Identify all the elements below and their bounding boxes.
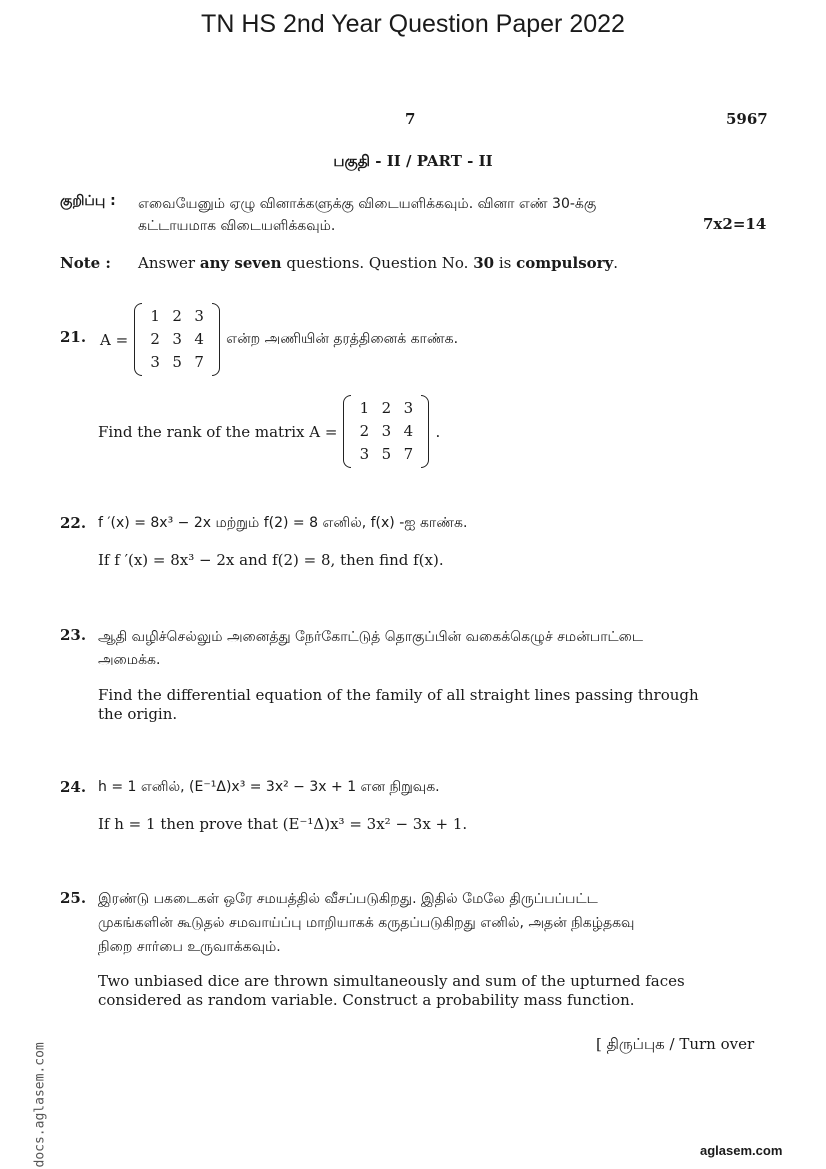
matrix-cell: 2 bbox=[359, 422, 370, 440]
note-text: Answer any seven questions. Question No. 30 is compulsory. bbox=[138, 254, 619, 272]
matrix-cell: 1 bbox=[359, 399, 370, 417]
paper-code: 5967 bbox=[726, 110, 768, 128]
matrix-cell: 7 bbox=[194, 353, 204, 371]
matrix-cell: 3 bbox=[381, 422, 392, 440]
question-23-tamil-line2: அமைக்க. bbox=[98, 652, 161, 668]
footer-site: aglasem.com bbox=[700, 1143, 783, 1158]
question-23-english-line1: Find the differential equation of the family of all straight lines passing through bbox=[98, 686, 699, 704]
question-23-english bbox=[98, 686, 728, 724]
matrix-cell: 5 bbox=[381, 445, 392, 463]
question-22-english: If f ′(x) = 8x³ − 2x and f(2) = 8, then find f(x). bbox=[98, 551, 444, 569]
matrix-cell: 2 bbox=[381, 399, 392, 417]
turn-over-note: [ திருப்புக / Turn over bbox=[596, 1035, 755, 1053]
matrix-a-english bbox=[343, 395, 429, 468]
matrix-a bbox=[134, 303, 220, 376]
matrix-label: A = bbox=[100, 330, 129, 349]
question-22-tamil: f ′(x) = 8x³ − 2x மற்றும் f(2) = 8 எனில், f(x) -ஐ காண்க. bbox=[98, 515, 468, 531]
question-25-tamil bbox=[98, 887, 738, 959]
question-23-number: 23. bbox=[60, 626, 87, 644]
matrix-cell: 3 bbox=[172, 330, 182, 348]
matrix-cell: 3 bbox=[194, 307, 204, 325]
question-25-tamil-line2: முகங்களின் கூடுதல் சமவாய்ப்பு மாறியாகக் கருதப்படுகிறது எனில், அதன் நிகழ்தகவு bbox=[98, 915, 635, 931]
question-24-tamil: h = 1 எனில், (E⁻¹Δ)x³ = 3x² − 3x + 1 என நிறுவுக. bbox=[98, 779, 440, 795]
watermark: docs.aglasem.com bbox=[32, 1042, 48, 1168]
matrix-cell: 2 bbox=[172, 307, 182, 325]
page-header-title: TN HS 2nd Year Question Paper 2022 bbox=[201, 10, 625, 38]
question-21-english bbox=[98, 395, 440, 468]
question-22-number: 22. bbox=[60, 514, 87, 532]
instruction-marks: 7x2=14 bbox=[703, 215, 767, 233]
matrix-cell: 3 bbox=[150, 353, 160, 371]
matrix-cell: 2 bbox=[150, 330, 160, 348]
question-24-english: If h = 1 then prove that (E⁻¹Δ)x³ = 3x² − 3x + 1. bbox=[98, 815, 468, 833]
matrix-cell: 4 bbox=[403, 422, 414, 440]
matrix-cell: 7 bbox=[403, 445, 414, 463]
matrix-cell: 3 bbox=[359, 445, 370, 463]
question-25-number: 25. bbox=[60, 889, 87, 907]
matrix-cell: 3 bbox=[403, 399, 414, 417]
page-number: 7 bbox=[405, 110, 416, 128]
question-25-tamil-line3: நிறை சார்பை உருவாக்கவும். bbox=[98, 939, 281, 955]
matrix-cell: 4 bbox=[194, 330, 204, 348]
question-25-tamil-line1: இரண்டு பகடைகள் ஒரே சமயத்தில் வீசப்படுகிறது. இதில் மேலே திருப்பப்பட்ட bbox=[98, 891, 598, 907]
question-23-tamil-line1: ஆதி வழிச்செல்லும் அனைத்து நேர்கோட்டுத் தொகுப்பின் வகைக்கெழுச் சமன்பாட்டை bbox=[98, 629, 644, 645]
question-25-english bbox=[98, 972, 728, 1010]
question-25-english-line2: considered as random variable. Construct a probability mass function. bbox=[98, 991, 635, 1009]
instruction-tamil-label: குறிப்பு : bbox=[60, 193, 116, 209]
instruction-tamil-line1: எவையேனும் ஏழு வினாக்களுக்கு விடையளிக்கவும். வினா எண் 30-க்கு bbox=[138, 196, 597, 212]
question-21-number: 21. bbox=[60, 328, 87, 346]
question-21-period: . bbox=[435, 422, 441, 441]
instruction-tamil-line2: கட்டாயமாக விடையளிக்கவும். bbox=[138, 218, 336, 234]
question-21-tamil bbox=[100, 303, 458, 376]
note-label: Note : bbox=[60, 254, 111, 272]
question-23-english-line2: the origin. bbox=[98, 705, 178, 723]
matrix-cell: 1 bbox=[150, 307, 160, 325]
part-heading: பகுதி - II / PART - II bbox=[333, 152, 493, 170]
question-24-number: 24. bbox=[60, 778, 87, 796]
question-21-english-text: Find the rank of the matrix A = bbox=[98, 422, 338, 441]
question-23-tamil bbox=[98, 626, 728, 672]
question-25-english-line1: Two unbiased dice are thrown simultaneously and sum of the upturned faces bbox=[98, 972, 685, 990]
matrix-cell: 5 bbox=[172, 353, 182, 371]
question-21-tamil-text: என்ற அணியின் தரத்தினைக் காண்க. bbox=[226, 330, 459, 347]
instruction-tamil-text bbox=[138, 193, 728, 237]
